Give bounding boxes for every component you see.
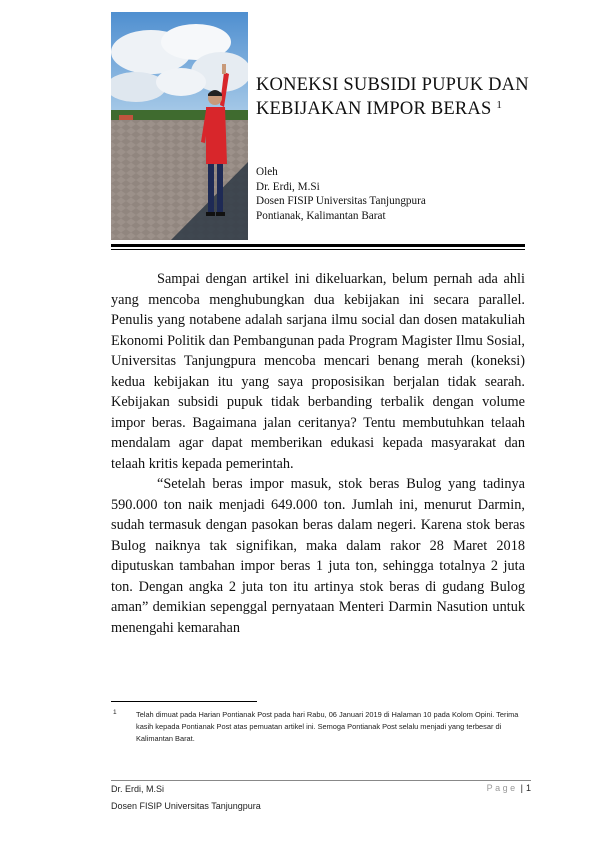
article-title: [256, 73, 556, 121]
header-divider-thin: [111, 249, 525, 250]
header-divider-thick: [111, 244, 525, 247]
footnote-number: 1: [113, 709, 117, 716]
footnote-text: Telah dimuat pada Harian Pontianak Post pada hari Rabu, 06 Januari 2019 di Halaman 10 pada Kolom Opini. Terima kasih kepada Pontianak Post atas pemuatan artikel ini. Semoga Pontianak Post selalu menjadi yang terbesar di Kalimantan Barat.: [136, 710, 519, 743]
author-oleh: Oleh: [256, 166, 278, 178]
footer-divider: [111, 780, 531, 781]
author-photo: [111, 12, 248, 240]
body-paragraph-2: “Setelah beras impor masuk, stok beras Bulog yang tadinya 590.000 ton naik menjadi 649.000 ton. Jumlah ini, menurut Darmin, sudah termasuk dengan pasokan beras dalam negeri. Karena stok beras Bulog naiknya tak signifikan, maka dalam rakor 28 Maret 2018 diputuskan tambahan impor beras 1 juta ton, sehingga totalnya 2 juta ton. Dengan angka 2 juta ton itu artinya stok beras di gudang Bulog aman” demikian sepenggal pernyataan Menteri Darmin Nasution untuk menengahi kemarahan: [111, 476, 525, 636]
body-paragraph-1: Sampai dengan artikel ini dikeluarkan, belum pernah ada ahli yang mencoba menghubungkan dua kebijakan ini secara parallel. Penulis yang notabene adalah sarjana ilmu social dan dosen matakuliah Ekonomi Politik dan Pembangunan pada Program Magister Ilmu Sosial, Universitas Tanjungpura mencoba mencari benang merah (koneksi) kedua kebijakan itu yang saya proposisikan berjalan tidak searah. Kebijakan subsidi pupuk tidak berbanding terbalik dengan volume impor beras. Bagaimana jalan ceritanya? Tentu membutuhkan telaah mendalam agar dapat memberikan edukasi kepada masyarakat dan telaah kritis kepada pemerintah.: [111, 271, 525, 472]
footer-institution: Dosen FISIP Universitas Tanjungpura: [111, 801, 261, 811]
title-footnote-ref[interactable]: 1: [496, 99, 503, 111]
footnote: [111, 709, 531, 745]
author-name: Dr. Erdi, M.Si: [256, 180, 320, 193]
footer-page-indicator: [487, 783, 531, 793]
author-position: Dosen FISIP Universitas Tanjungpura: [256, 195, 426, 208]
footer-page-number: 1: [525, 783, 531, 793]
article-body: [111, 269, 525, 638]
footnote-divider: [111, 701, 257, 702]
author-location: Pontianak, Kalimantan Barat: [256, 209, 386, 222]
article-title-text: KONEKSI SUBSIDI PUPUK DAN KEBIJAKAN IMPOR BERAS: [256, 75, 529, 119]
footer-author: Dr. Erdi, M.Si: [111, 784, 165, 794]
footer-separator: |: [520, 783, 523, 793]
author-block: [256, 165, 546, 223]
footer-page-word: Page: [486, 783, 518, 793]
